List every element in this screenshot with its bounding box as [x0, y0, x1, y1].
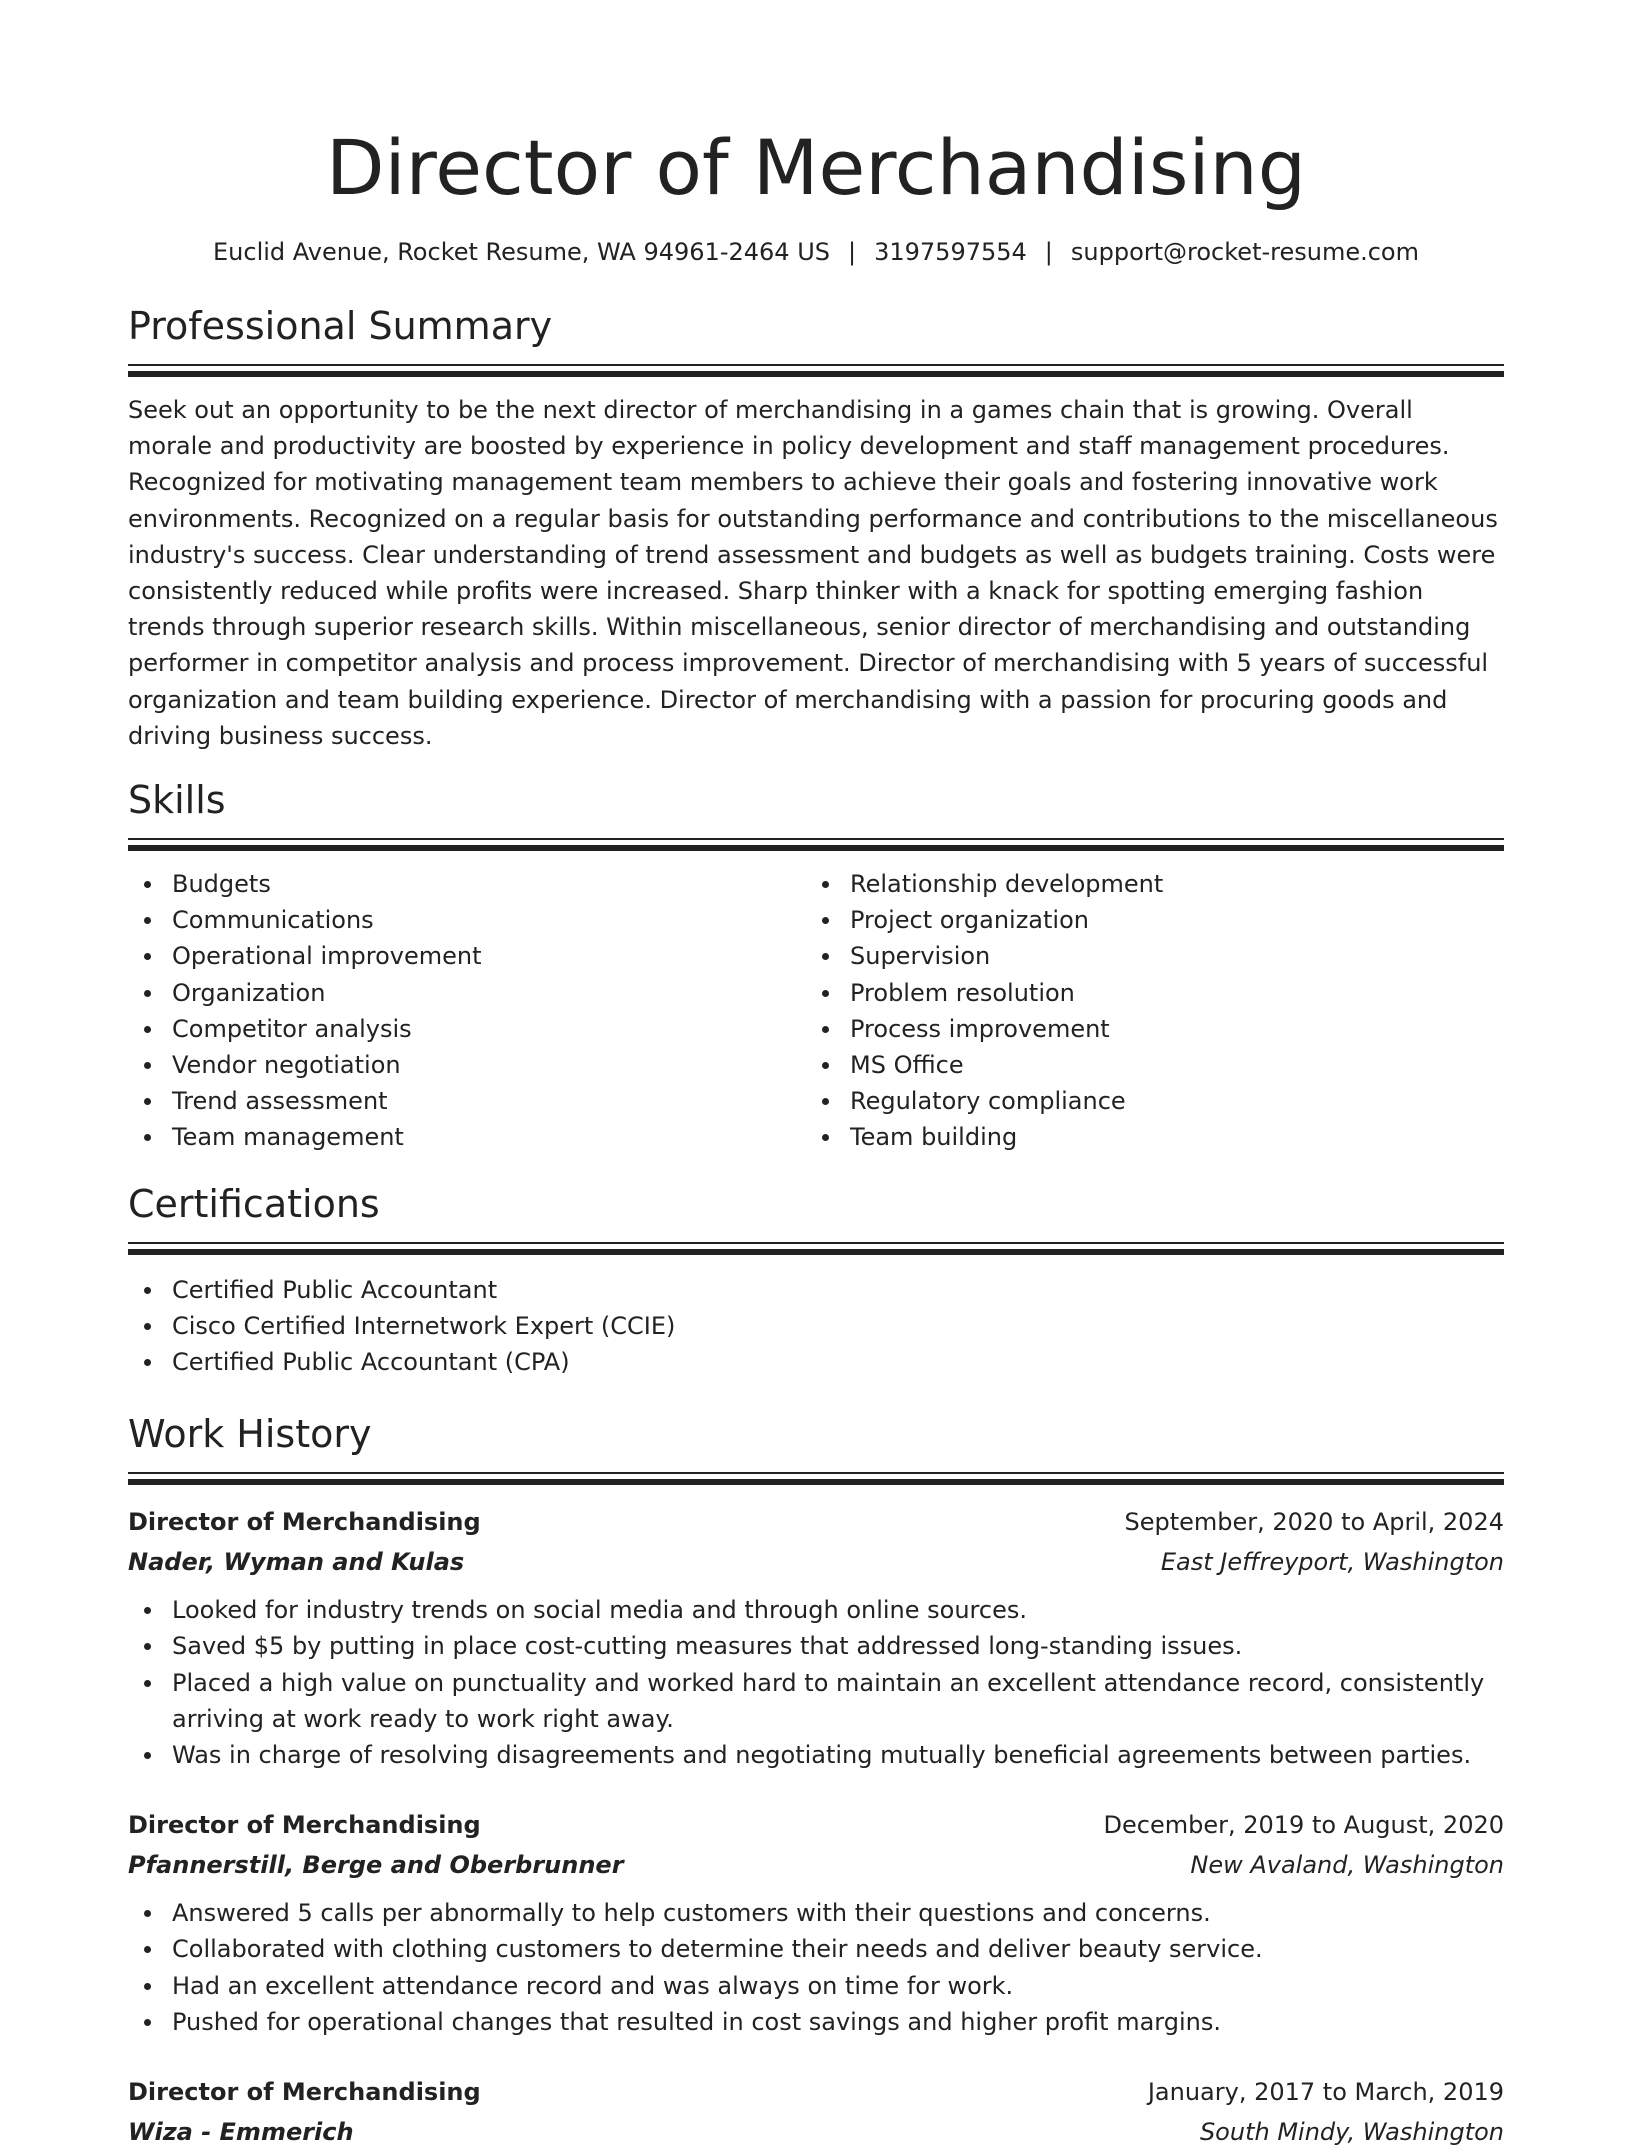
contact-line: [128, 236, 1504, 268]
contact-phone: 3197597554: [874, 238, 1027, 266]
skill-item: MS Office: [806, 1047, 1484, 1083]
job-company: Nader, Wyman and Kulas: [128, 1548, 465, 1577]
skill-item: Budgets: [128, 866, 806, 902]
job-header-row: [128, 2072, 1504, 2112]
job-bullet: Saved $5 by putting in place cost-cutting measures that addressed long-standing issues.: [128, 1628, 1504, 1664]
skill-item: Team management: [128, 1119, 806, 1155]
certifications-list: [128, 1272, 1504, 1381]
section-divider: [128, 1472, 1504, 1486]
contact-separator: |: [1044, 238, 1053, 266]
job-bullets: [128, 1895, 1504, 2040]
skill-item: Relationship development: [806, 866, 1484, 902]
skill-item: Problem resolution: [806, 975, 1484, 1011]
contact-email: support@rocket-resume.com: [1070, 238, 1419, 266]
skill-item: Trend assessment: [128, 1083, 806, 1119]
professional-summary-section: [128, 302, 1504, 754]
certification-item: Cisco Certified Internetwork Expert (CCIE): [128, 1308, 1504, 1344]
section-divider: [128, 838, 1504, 852]
skills-section: [128, 776, 1504, 1156]
job-header-row: [128, 1502, 1504, 1542]
job-title: Director of Merchandising: [128, 2078, 481, 2107]
skills-column-left: [128, 866, 806, 1156]
certifications-section: [128, 1180, 1504, 1381]
job-dates: January, 2017 to March, 2019: [1147, 2078, 1504, 2107]
section-divider: [128, 364, 1504, 378]
skill-item: Project organization: [806, 902, 1484, 938]
skill-item: Supervision: [806, 938, 1484, 974]
skills-grid: [128, 866, 1504, 1156]
certification-item: Certified Public Accountant (CPA): [128, 1344, 1504, 1380]
job-entry: [128, 2072, 1504, 2152]
job-company: Pfannerstill, Berge and Oberbrunner: [128, 1851, 624, 1880]
job-bullets: [128, 1592, 1504, 1773]
job-location: South Mindy, Washington: [1199, 2118, 1504, 2147]
section-divider: [128, 1242, 1504, 1256]
resume-title: Director of Merchandising: [326, 123, 1306, 212]
section-heading: Professional Summary: [128, 304, 553, 348]
section-heading: Certifications: [128, 1181, 380, 1226]
skill-item: Process improvement: [806, 1011, 1484, 1047]
job-dates: September, 2020 to April, 2024: [1124, 1508, 1504, 1537]
job-entry: [128, 1502, 1504, 1773]
skill-item: Competitor analysis: [128, 1011, 806, 1047]
skill-item: Regulatory compliance: [806, 1083, 1484, 1119]
job-header-row: [128, 1805, 1504, 1845]
job-dates: December, 2019 to August, 2020: [1103, 1811, 1504, 1840]
job-title: Director of Merchandising: [128, 1508, 481, 1537]
job-bullet: Had an excellent attendance record and was always on time for work.: [128, 1968, 1504, 2004]
job-bullet: Looked for industry trends on social media and through online sources.: [128, 1592, 1504, 1628]
job-entry: [128, 1805, 1504, 2040]
job-bullet: Collaborated with clothing customers to determine their needs and deliver beauty service.: [128, 1931, 1504, 1967]
skill-item: Organization: [128, 975, 806, 1011]
job-subheader-row: [128, 1542, 1504, 1582]
job-title: Director of Merchandising: [128, 1811, 481, 1840]
job-bullet: Answered 5 calls per abnormally to help customers with their questions and concerns.: [128, 1895, 1504, 1931]
section-heading: Work History: [128, 1412, 372, 1457]
contact-separator: |: [848, 238, 857, 266]
job-subheader-row: [128, 1845, 1504, 1885]
work-history-section: [128, 1410, 1504, 2152]
job-bullet: Was in charge of resolving disagreements and negotiating mutually beneficial agreements between parties.: [128, 1737, 1504, 1773]
job-bullet: Pushed for operational changes that resulted in cost savings and higher profit margins.: [128, 2004, 1504, 2040]
resume-page: [128, 0, 1504, 2147]
job-location: New Avaland, Washington: [1190, 1851, 1504, 1880]
skill-item: Vendor negotiation: [128, 1047, 806, 1083]
skill-item: Operational improvement: [128, 938, 806, 974]
contact-address: Euclid Avenue, Rocket Resume, WA 94961-2464 US: [213, 238, 830, 266]
skill-item: Communications: [128, 902, 806, 938]
job-company: Wiza - Emmerich: [128, 2118, 354, 2147]
section-heading: Skills: [128, 778, 226, 823]
job-location: East Jeffreyport, Washington: [1160, 1548, 1504, 1577]
skills-column-right: [806, 866, 1484, 1156]
job-subheader-row: [128, 2112, 1504, 2152]
skill-item: Team building: [806, 1119, 1484, 1155]
job-bullet: Placed a high value on punctuality and worked hard to maintain an excellent attendance record, consistently arriving at work ready to work right away.: [128, 1665, 1504, 1737]
certification-item: Certified Public Accountant: [128, 1272, 1504, 1308]
summary-text: Seek out an opportunity to be the next director of merchandising in a games chain that is growing. Overall morale and productivity are boosted by experience in policy development and staff management procedures. Recognized for motivating management team members to achieve their goals and fostering innovative work environments. Recognized on a regular basis for outstanding performance and contributions to the miscellaneous industry's success. Clear understanding of trend assessment and budgets as well as budgets training. Costs were consistently reduced while profits were increased. Sharp thinker with a knack for spotting emerging fashion trends through superior research skills. Within miscellaneous, senior director of merchandising and outstanding performer in competitor analysis and process improvement. Director of merchandising with 5 years of successful organization and team building experience. Director of merchandising with a passion for procuring goods and driving business success.: [128, 396, 1498, 750]
